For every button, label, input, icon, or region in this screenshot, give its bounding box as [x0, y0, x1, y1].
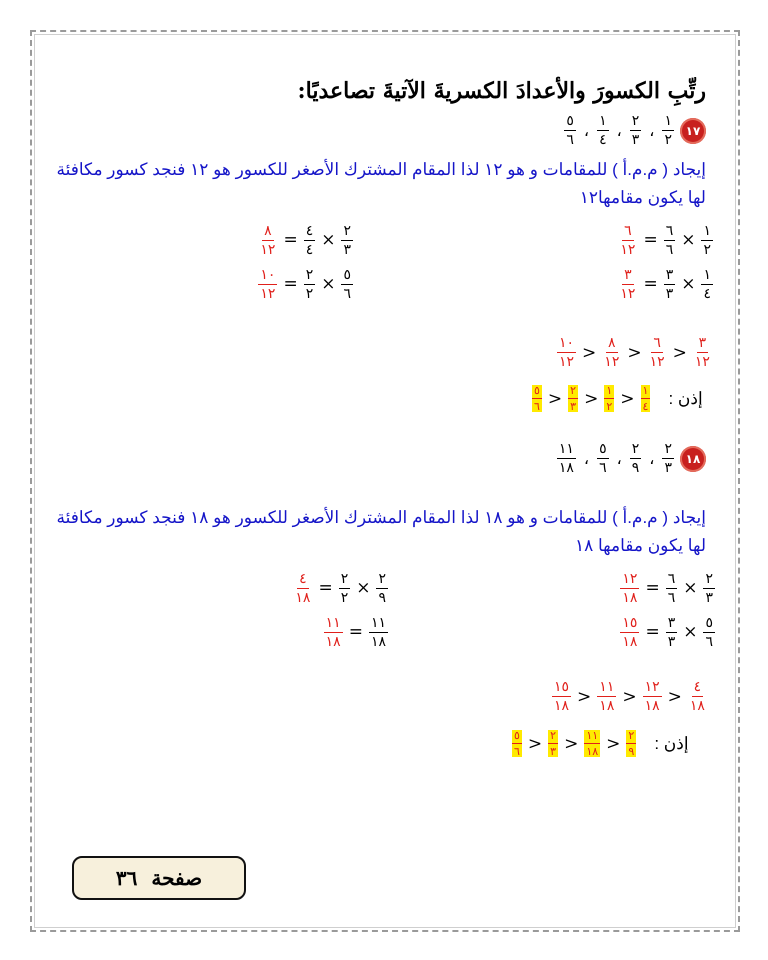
equivalent-fraction: [324, 616, 343, 649]
multiplier-fraction: [304, 268, 316, 301]
q18-answer-row: [510, 730, 689, 757]
denominator: ٩: [378, 589, 386, 606]
given-fraction: [597, 442, 609, 475]
answer-fraction: [548, 730, 558, 757]
numerator: ٢: [550, 729, 557, 742]
numerator: ٦: [667, 570, 676, 587]
numerator: ٤: [299, 570, 307, 587]
times-sign: ×: [321, 230, 336, 250]
numerator: ٨: [608, 335, 616, 351]
q17-comparison: [555, 336, 714, 369]
multiplier-fraction: [664, 224, 676, 257]
denominator: ٢: [305, 285, 314, 302]
equivalent-fraction: [618, 224, 637, 257]
answer-fraction: [532, 385, 542, 412]
answer-fraction: [512, 730, 522, 757]
denominator: ١٢: [620, 285, 636, 302]
denominator: ٦: [514, 745, 520, 758]
denominator: ١٢: [260, 241, 276, 258]
denominator: ٢: [664, 132, 672, 148]
greater-than-sign: >: [606, 733, 621, 754]
numerator: ٢: [705, 570, 713, 587]
equivalent-fraction: [620, 616, 639, 649]
numerator: ١: [703, 266, 711, 283]
equals-sign: =: [283, 230, 298, 250]
q18-left-equations: [250, 566, 390, 654]
denominator: ٣: [343, 241, 351, 258]
equals-sign: =: [643, 274, 658, 294]
denominator: ١٨: [586, 745, 599, 758]
numerator: ٢: [343, 222, 351, 239]
denominator: ١٨: [295, 589, 311, 606]
denominator: ٢: [340, 589, 349, 606]
comparison-fraction: [602, 336, 621, 369]
greater-than-sign: >: [582, 342, 597, 363]
times-sign: ×: [681, 230, 696, 250]
numerator: ٤: [305, 222, 314, 239]
numerator: ١١: [599, 679, 615, 695]
denominator: ١٢: [649, 354, 665, 370]
denominator: ١٨: [558, 460, 574, 476]
answer-fraction: [568, 385, 578, 412]
equation-row: [575, 218, 715, 262]
numerator: ٥: [534, 384, 540, 397]
original-fraction: [703, 572, 715, 605]
multiplier-fraction: [666, 616, 678, 649]
numerator: ١٠: [260, 266, 276, 283]
multiplier-fraction: [666, 572, 678, 605]
denominator: ١٨: [554, 698, 570, 714]
given-fraction: [662, 114, 674, 147]
multiplier-fraction: [339, 572, 351, 605]
numerator: ٣: [667, 614, 676, 631]
numerator: ٢: [570, 384, 577, 397]
denominator: ١٨: [622, 589, 638, 606]
times-sign: ×: [321, 274, 336, 294]
numerator: ٢: [631, 113, 640, 129]
equivalent-fraction: [620, 572, 639, 605]
greater-than-sign: >: [527, 733, 543, 754]
numerator: ١٢: [644, 679, 660, 695]
numerator: ٢: [631, 441, 640, 457]
denominator: ٦: [667, 589, 676, 606]
numerator: ٣: [624, 266, 632, 283]
numerator: ٨: [264, 222, 272, 239]
multiplier-fraction: [304, 224, 316, 257]
numerator: ٢: [305, 266, 314, 283]
comparison-fraction: [552, 680, 571, 713]
denominator: ٦: [705, 633, 713, 650]
original-fraction: [701, 268, 713, 301]
numerator: ٦: [665, 222, 674, 239]
greater-than-sign: >: [564, 733, 579, 754]
numerator: ٦: [624, 222, 632, 239]
equivalent-fraction: [618, 268, 637, 301]
numerator: ٥: [343, 266, 351, 283]
original-fraction: [341, 268, 353, 301]
equals-sign: =: [283, 274, 298, 294]
equation-row: [250, 566, 390, 610]
numerator: ١٥: [622, 614, 638, 631]
numerator: ١١: [325, 614, 341, 631]
numerator: ٢: [628, 729, 635, 742]
numerator: ١٢: [622, 570, 638, 587]
q18-explanation: إيجاد ( م.م.أ ) للمقامات و هو ١٨ لذا المقام المشترك الأصغر للكسور هو ١٨ فنجد كسور مكافئة لها يكون مقامها ١٨: [56, 508, 706, 555]
numerator: ١: [599, 113, 607, 129]
denominator: ٣: [570, 400, 577, 413]
q18-answer-label: إذن :: [654, 733, 689, 753]
numerator: ٢: [340, 570, 349, 587]
times-sign: ×: [356, 578, 371, 598]
equation-row: [575, 262, 715, 306]
denominator: ٦: [534, 400, 540, 413]
numerator: ١١: [370, 614, 386, 631]
numerator: ٤: [693, 679, 702, 695]
greater-than-sign: >: [547, 388, 563, 409]
q18-right-equations: [572, 566, 717, 654]
greater-than-sign: >: [620, 388, 635, 409]
denominator: ١٢: [604, 354, 620, 370]
numerator: ٥: [705, 614, 713, 631]
equation-row: [572, 566, 717, 610]
comparison-fraction: [648, 336, 667, 369]
multiplier-fraction: [369, 616, 388, 649]
answer-fraction: [641, 385, 651, 412]
denominator: ٦: [343, 285, 351, 302]
q17-answer: [530, 385, 652, 412]
denominator: ١٨: [622, 633, 638, 650]
given-fraction: [630, 442, 642, 475]
q18-badge: ١٨: [680, 446, 706, 472]
equivalent-fraction: [293, 572, 312, 605]
equivalent-fraction: [258, 268, 277, 301]
equation-row: [572, 610, 717, 654]
answer-fraction: [604, 385, 614, 412]
greater-than-sign: >: [577, 686, 592, 707]
denominator: ٢: [606, 400, 613, 413]
given-fraction: [564, 114, 576, 147]
denominator: ٩: [628, 745, 635, 758]
q17-answer-label: إذن :: [668, 388, 703, 408]
denominator: ١٨: [370, 633, 386, 650]
denominator: ١٢: [694, 354, 710, 370]
greater-than-sign: >: [667, 686, 682, 707]
q17-right-equations: [575, 218, 715, 306]
denominator: ٣: [665, 285, 674, 302]
comparison-fraction: [688, 680, 707, 713]
comma: ،: [583, 449, 590, 468]
given-fraction: [557, 442, 576, 475]
equation-row: [215, 218, 355, 262]
numerator: ٢: [378, 570, 386, 587]
numerator: ١: [642, 384, 649, 397]
times-sign: ×: [681, 274, 696, 294]
greater-than-sign: >: [627, 342, 642, 363]
denominator: ١٨: [599, 698, 615, 714]
comma: ،: [583, 121, 590, 140]
q17-answer-row: [530, 385, 703, 412]
comma: ،: [649, 121, 655, 140]
denominator: ٦: [566, 132, 574, 148]
greater-than-sign: >: [584, 388, 599, 409]
denominator: ١٨: [644, 698, 660, 714]
equals-sign: =: [645, 622, 660, 642]
numerator: ١٠: [559, 335, 575, 351]
numerator: ٦: [653, 335, 661, 351]
q18-comparison: [550, 680, 709, 713]
comma: ،: [616, 449, 622, 468]
denominator: ٤: [305, 241, 314, 258]
original-fraction: [701, 224, 713, 257]
given-fraction: [662, 442, 674, 475]
denominator: ١٢: [620, 241, 636, 258]
greater-than-sign: >: [622, 686, 637, 707]
denominator: ٩: [631, 460, 640, 476]
times-sign: ×: [683, 622, 698, 642]
multiplier-fraction: [664, 268, 676, 301]
numerator: ٥: [599, 441, 607, 457]
q17-left-equations: [215, 218, 355, 306]
numerator: ٥: [566, 113, 574, 129]
answer-fraction: [584, 730, 600, 757]
equivalent-fraction: [258, 224, 277, 257]
numerator: ١: [606, 384, 613, 397]
answer-fraction: [626, 730, 636, 757]
equals-sign: =: [348, 622, 363, 642]
original-fraction: [703, 616, 715, 649]
numerator: ٢: [664, 441, 672, 457]
denominator: ١٨: [689, 698, 705, 714]
equals-sign: =: [318, 578, 333, 598]
page-title: رتِّبِ الكسورَ والأعدادَ الكسريةَ الآتيةَ تصاعديًا:: [297, 78, 706, 104]
numerator: ٣: [665, 266, 674, 283]
given-fraction: [597, 114, 609, 147]
q18-answer: [510, 730, 638, 757]
numerator: ١: [703, 222, 711, 239]
q18-given-fractions: [555, 442, 676, 475]
original-fraction: [376, 572, 388, 605]
denominator: ٣: [664, 460, 672, 476]
q17-explanation: إيجاد ( م.م.أ ) للمقامات و هو ١٢ لذا المقام المشترك الأصغر للكسور هو ١٢ فنجد كسور مكافئة لها يكون مقامها١٢: [56, 160, 706, 207]
equals-sign: =: [643, 230, 658, 250]
q18-header: [555, 442, 706, 475]
denominator: ١٢: [559, 354, 575, 370]
q17-given-fractions: [562, 114, 676, 147]
comma: ،: [649, 449, 655, 468]
denominator: ٣: [631, 132, 640, 148]
page-label: صفحة: [151, 866, 203, 890]
numerator: ١١: [558, 441, 574, 457]
denominator: ٤: [703, 285, 711, 302]
page-number-box: [72, 856, 246, 900]
denominator: ٣: [550, 745, 557, 758]
denominator: ٢: [703, 241, 711, 258]
greater-than-sign: >: [672, 342, 687, 363]
equation-row: [215, 262, 355, 306]
denominator: ٦: [665, 241, 674, 258]
denominator: ١٨: [325, 633, 341, 650]
numerator: ٥: [514, 729, 520, 742]
numerator: ١١: [586, 729, 599, 742]
equals-sign: =: [645, 578, 660, 598]
comparison-fraction: [693, 336, 712, 369]
denominator: ٣: [705, 589, 713, 606]
comma: ،: [616, 121, 622, 140]
numerator: ١: [664, 113, 672, 129]
given-fraction: [630, 114, 642, 147]
denominator: ٤: [599, 132, 607, 148]
comparison-fraction: [557, 336, 576, 369]
page-number: ٣٦: [115, 866, 138, 890]
denominator: ٤: [642, 400, 649, 413]
numerator: ١٥: [554, 679, 570, 695]
original-fraction: [341, 224, 353, 257]
denominator: ١٢: [260, 285, 276, 302]
q17-header: [562, 114, 706, 147]
equation-row: [250, 610, 390, 654]
q17-badge: ١٧: [680, 118, 706, 144]
comparison-fraction: [597, 680, 616, 713]
numerator: ٣: [698, 335, 707, 351]
denominator: ٣: [667, 633, 676, 650]
comparison-fraction: [643, 680, 662, 713]
times-sign: ×: [683, 578, 698, 598]
denominator: ٦: [599, 460, 607, 476]
